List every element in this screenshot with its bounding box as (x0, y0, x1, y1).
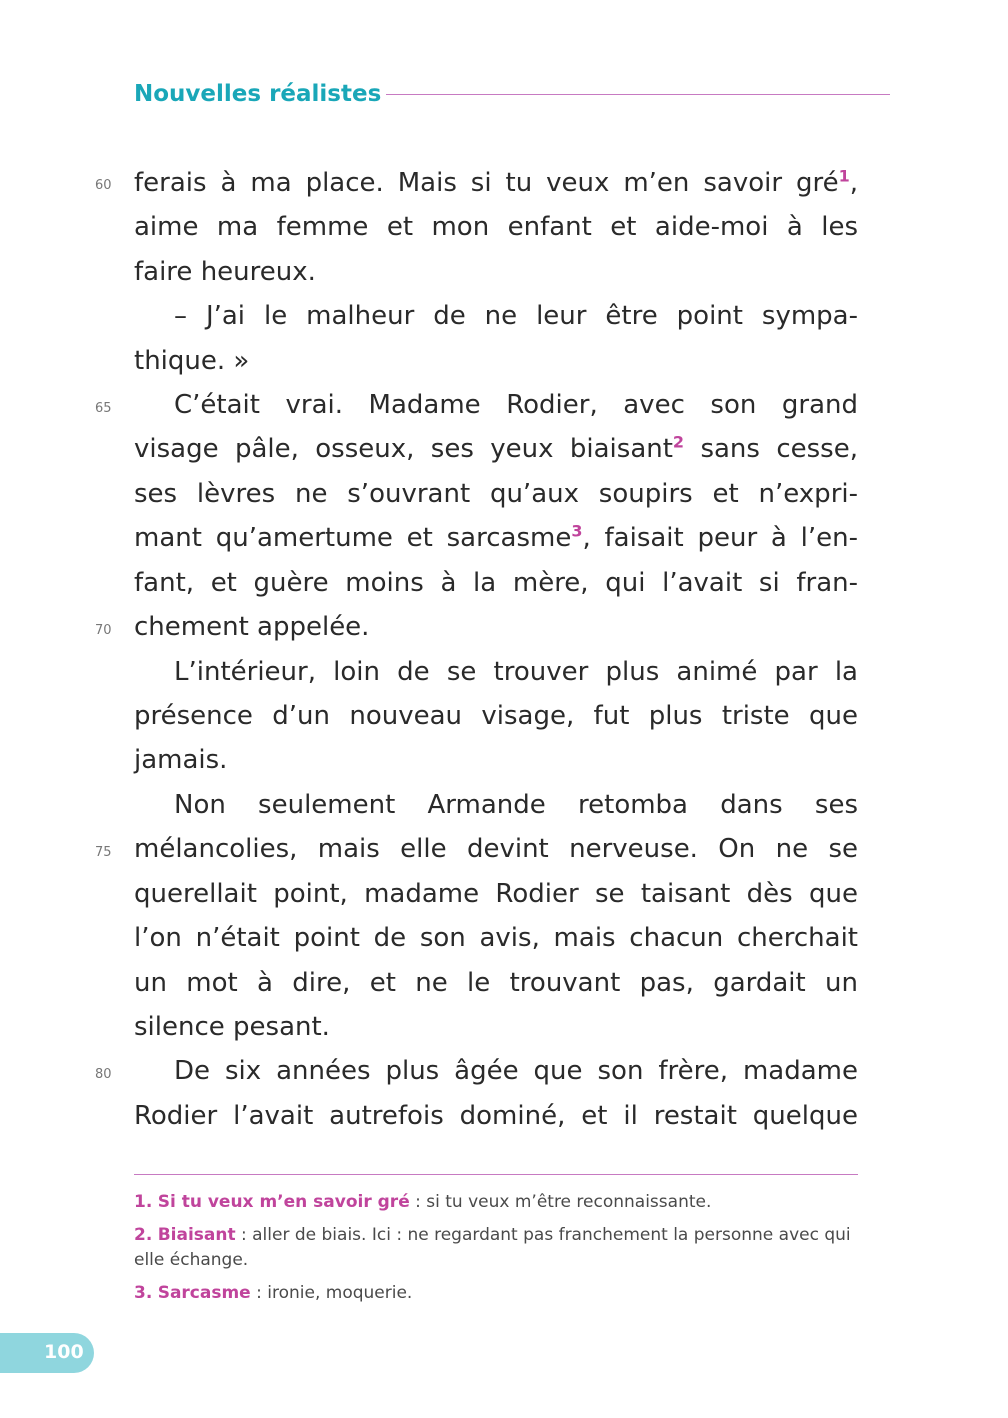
footnote-number: 1. (134, 1192, 153, 1212)
text-line: faire heureux. (134, 257, 316, 287)
text-line: thique. » (134, 346, 250, 376)
line-number: 60 (95, 178, 112, 193)
header-title: Nouvelles réalistes (134, 81, 382, 107)
text-line: ses lèvres ne s’ouvrant qu’aux soupirs et n’expri- (134, 479, 858, 509)
footnote-rule (134, 1174, 858, 1175)
footnote-text: : aller de biais. Ici : ne regardant pas franchement la personne avec qui elle échange. (134, 1225, 851, 1270)
footnote-ref[interactable]: 2 (672, 432, 685, 452)
text-line: – J’ai le malheur de ne leur être point sympa- (174, 301, 858, 331)
footnote-ref[interactable]: 1 (838, 166, 850, 186)
text-line: L’intérieur, loin de se trouver plus animé par la (174, 657, 858, 687)
text-line: Non seulement Armande retomba dans ses (174, 790, 858, 820)
footnote-text: : ironie, moquerie. (250, 1283, 413, 1303)
footnote-term: Si tu veux m’en savoir gré (157, 1192, 410, 1212)
text-line: visage pâle, osseux, ses yeux biaisant$^2$ sans cesse, (134, 432, 858, 464)
text-line: silence pesant. (134, 1012, 330, 1042)
text-line: querellait point, madame Rodier se taisant dès que (134, 879, 858, 909)
text-line: un mot à dire, et ne le trouvant pas, gardait un (134, 968, 858, 998)
footnote-ref[interactable]: 3 (571, 521, 583, 541)
header-rule (386, 94, 890, 95)
line-number: 70 (95, 623, 112, 638)
running-header (134, 78, 890, 110)
text-line: fant, et guère moins à la mère, qui l’avait si fran- (134, 568, 858, 598)
footnote-text: : si tu veux m’être reconnaissante. (409, 1192, 712, 1212)
text-line: présence d’un nouveau visage, fut plus triste que (134, 701, 858, 731)
page-number: 100 (44, 1341, 84, 1363)
footnote-term: Sarcasme (157, 1283, 251, 1303)
footnote (134, 1190, 858, 1215)
text-line: jamais. (134, 745, 228, 775)
footnote-number: 2. (134, 1225, 153, 1245)
footnote-number: 3. (134, 1283, 153, 1303)
footnote (134, 1223, 858, 1273)
text-line: mant qu’amertume et sarcasme$^3$, faisait peur à l’en- (134, 521, 858, 553)
text-line: chement appelée. (134, 612, 370, 642)
text-line: aime ma femme et mon enfant et aide-moi à les (134, 212, 858, 242)
line-number: 75 (95, 845, 112, 860)
footnote (134, 1281, 858, 1306)
text-line: Rodier l’avait autrefois dominé, et il restait quelque (134, 1101, 858, 1131)
text-line: ferais à ma place. Mais si tu veux m’en savoir gré$^1$, (134, 166, 858, 198)
text-line: C’était vrai. Madame Rodier, avec son grand (174, 390, 858, 420)
text-line: mélancolies, mais elle devint nerveuse. On ne se (134, 834, 858, 864)
text-line: De six années plus âgée que son frère, madame (174, 1056, 858, 1086)
line-number: 80 (95, 1067, 112, 1082)
text-line: l’on n’était point de son avis, mais chacun cherchait (134, 923, 858, 953)
line-number: 65 (95, 401, 112, 416)
footnote-term: Biaisant (157, 1225, 236, 1245)
